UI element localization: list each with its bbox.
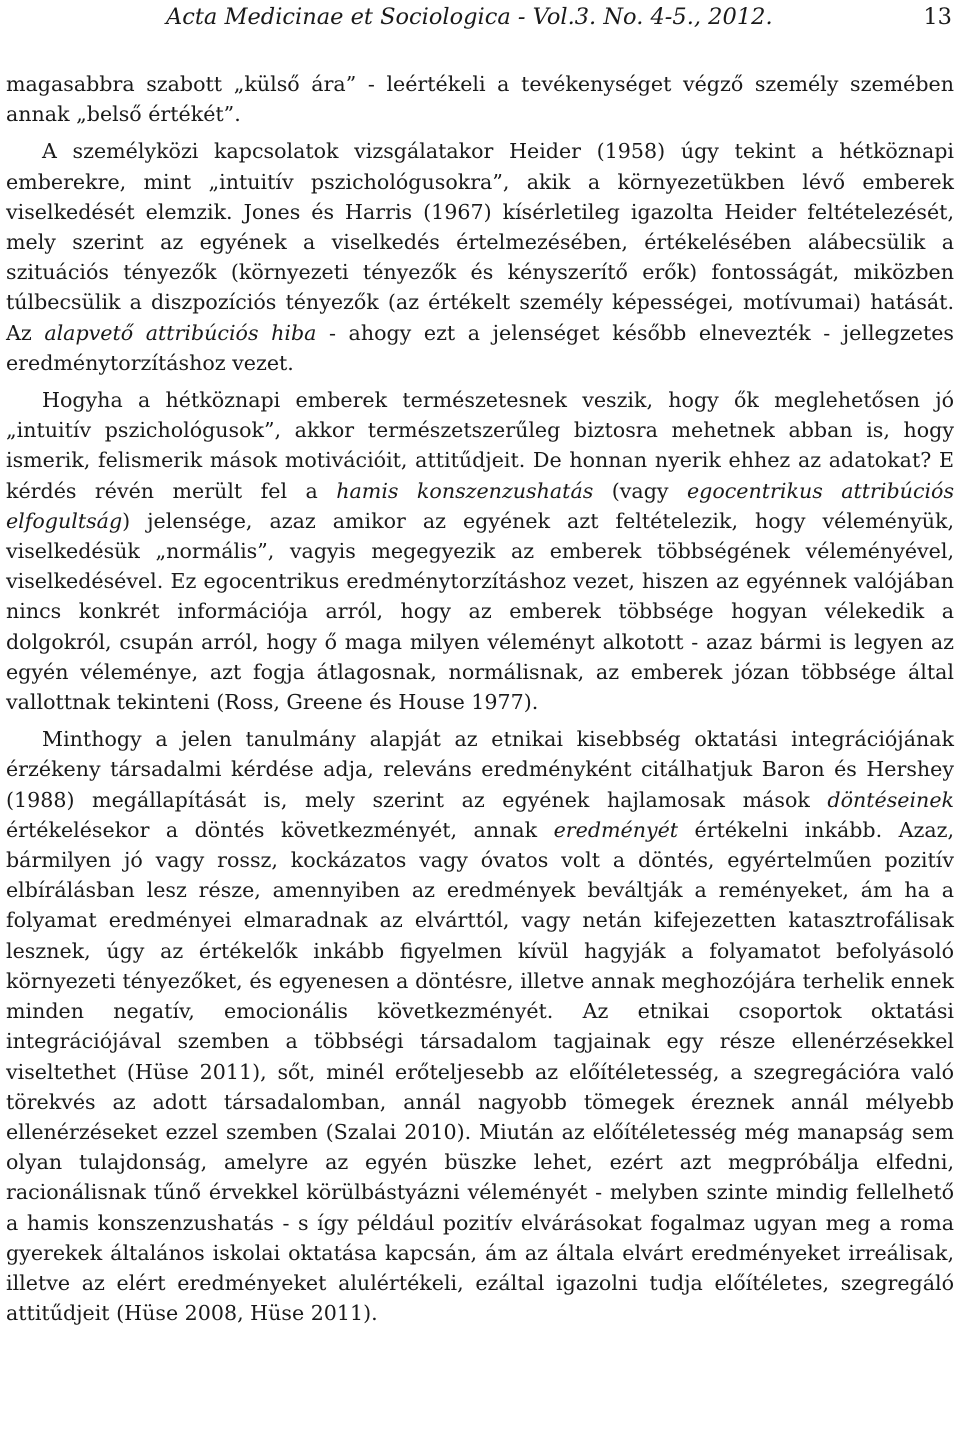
italic-term: egocentrikus attribúciós elfogultság — [6, 478, 955, 533]
text-run: Minthogy a jelen tanulmány alapját az etnikai kisebbség oktatási integrációjának érzékeny társadalmi kérdése adja, releváns eredményként citálhatjuk Baron és Hershey (1988) megállapítását is, mely szerint az egyének hajlamosak mások — [6, 727, 954, 812]
paragraph — [6, 69, 954, 129]
text-run: ) jelensége, azaz amikor az egyének azt feltételezik, hogy véleményük, viselkedésük „normális”, vagyis megegyezik az emberek többségének véleményével, viselkedésével. Ez egocentrikus eredménytorzításhoz vezet, hiszen az egyénnek valójában nincs konkrét információja arról, hogy az emberek többsége hogyan vélekedik a dolgokról, csupán arról, hogy ő maga milyen véleményt alkotott - azaz bármi is legyen az egyén véleménye, azt fogja átlagosnak, normálisnak, az emberek józan többsége által vallottnak tekinteni (Ross, Greene és House 1977). — [6, 508, 954, 715]
text-run: - ahogy ezt a jelenséget később elnevezték - jellegzetes eredménytorzításhoz vezet. — [6, 320, 954, 375]
text-run: (vagy — [593, 478, 687, 503]
page-number: 13 — [923, 4, 952, 30]
paragraph — [6, 136, 954, 378]
text-run: A személyközi kapcsolatok vizsgálatakor Heider (1958) úgy tekint a hétköznapi emberekre, mint „intuitív pszichológusokra”, akik a környezetükben lévő emberek viselkedését elemzik. Jones és Harris (1967) kísérletileg igazolta Heider feltételezését, mely szerint az egyének a viselkedés értelmezésében, értékelésében alábecsülik a szituációs tényezők (környezeti tényezők és kényszerítő erők) fontosságát, miközben túlbecsülik a diszpozíciós tényezők (az értékelt személy képességei, motívumai) hatását. Az — [6, 139, 954, 345]
text-run: magasabbra szabott „külső ára” - leértékeli a tevékenységet végző személy szemében annak „belső értékét”. — [6, 72, 954, 127]
italic-term: alapvető attribúciós hiba — [44, 320, 317, 345]
paragraph — [6, 385, 954, 717]
running-head — [6, 0, 954, 36]
italic-term: hamis konszenzushatás — [336, 478, 594, 503]
journal-title: Acta Medicinae et Sociologica - Vol.3. No. 4-5., 2012. — [166, 4, 773, 30]
italic-term: döntéseinek — [827, 787, 954, 812]
paragraph — [6, 724, 954, 1328]
text-run: értékelni inkább. Azaz, bármilyen jó vagy rossz, kockázatos vagy óvatos volt a döntés, egyértelműen pozitív elbírálásban lesz része, amennyiben az eredmények beváltják a reményeket, ám ha a folyamat eredményei elmaradnak az elvárttól, vagy netán kifejezetten katasztrofálisak lesznek, úgy az értékelők inkább figyelmen kívül hagyják a folyamatot befolyásoló környezeti tényezőket, és egyenesen a döntésre, illetve annak meghozójára terhelik ennek minden negatív, emocionális következményét. Az etnikai csoportok oktatási integrációjával szemben a többségi társadalom tagjainak egy része ellenérzésekkel viseltethet (Hüse 2011), sőt, minél erőteljesebb az előítéletesség, a szegregációra való törekvés az adott társadalomban, annál nagyobb tömegek éreznek annál mélyebb ellenérzéseket ezzel szemben (Szalai 2010). Miután az előítéletesség még manapság sem olyan tulajdonság, amelyre az egyén büszke lehet, ezért azt megpróbálja elfedni, racionálisnak tűnő érvekkel körülbástyázni véleményét - melyben szinte mindig fellelhető a hamis konszenzushatás - s így például pozitív elvárásokat fogalmaz ugyan meg a roma gyerekek általános iskolai oktatása kapcsán, ám az általa elvárt eredményeket irreálisak, illetve az elért eredményeket alulértékeli, ezáltal igazolni tudja előítéletes, szegregáló attitűdjeit (Hüse 2008, Hüse 2011). — [6, 817, 954, 1326]
body-text — [6, 69, 954, 1328]
text-run: értékelésekor a döntés következményét, annak — [6, 817, 554, 842]
text-run: Hogyha a hétköznapi emberek természetesnek veszik, hogy ők meglehetősen jó „intuitív pszichológusok”, akkor természetszerűleg biztosra mehetnek abban is, hogy ismerik, felismerik mások motivációit, attitűdjeit. De honnan nyerik ehhez az adatokat? E kérdés révén merült fel a — [6, 388, 954, 503]
italic-term: eredményét — [553, 817, 679, 842]
